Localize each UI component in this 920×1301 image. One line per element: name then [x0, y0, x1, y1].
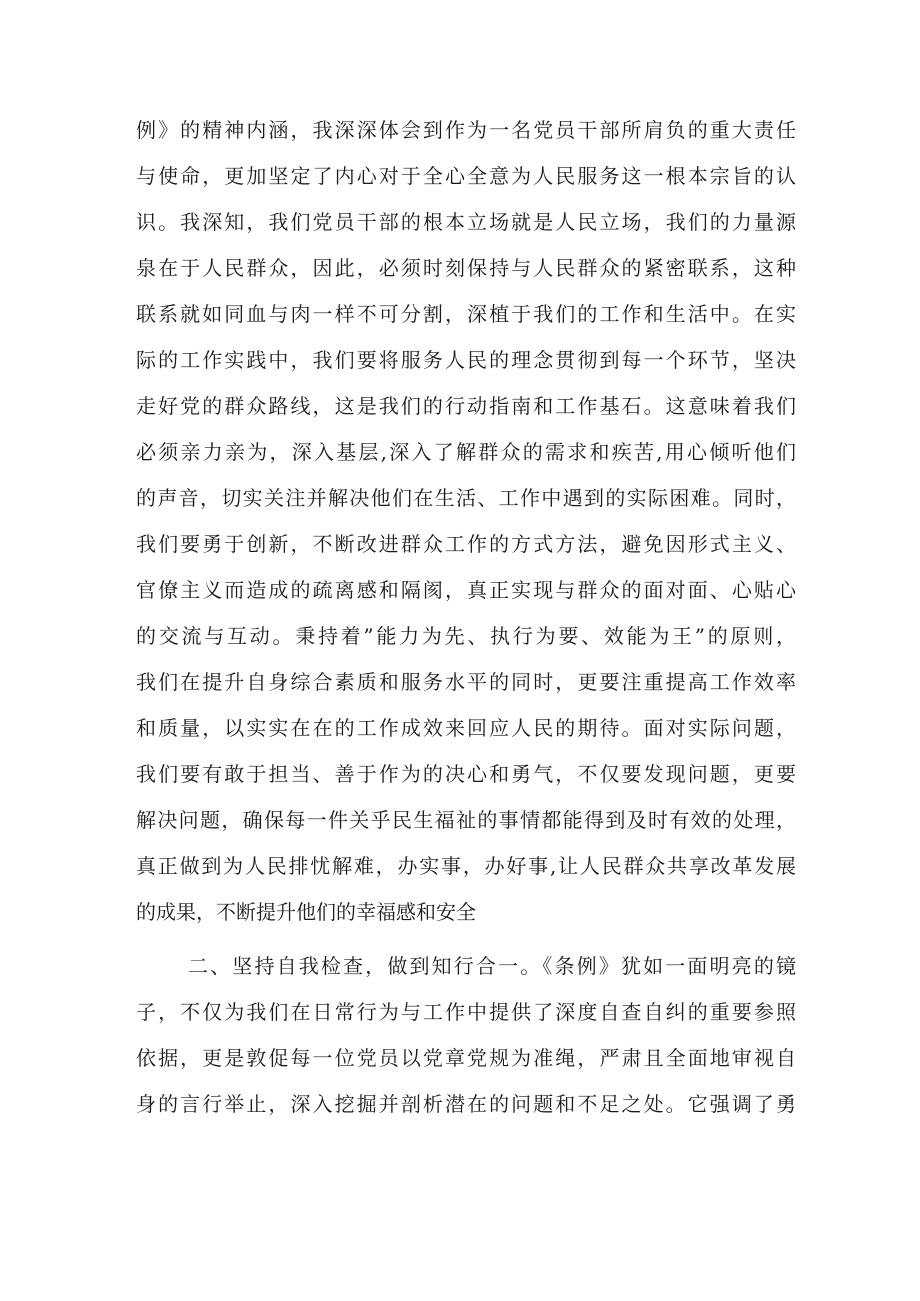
paragraph-1-line: 和质量，以实实在在的工作成效来回应人民的期待。面对实际问题，	[136, 716, 796, 740]
paragraph-2-line: 二、坚持自我检查，做到知行合一。《条例》犹如一面明亮的镜	[188, 954, 796, 978]
paragraph-2-line: 身的言行举止，深入挖掘并剖析潜在的问题和不足之处。它强调了勇	[136, 1092, 796, 1116]
paragraph-1-line: 例》的精神内涵，我深深体会到作为一名党员干部所肩负的重大责任	[136, 118, 796, 142]
paragraph-1-line: 走好党的群众路线，这是我们的行动指南和工作基石。这意味着我们	[136, 394, 796, 418]
paragraph-1-line: 泉在于人民群众，因此，必须时刻保持与人民群众的紧密联系，这种	[136, 256, 796, 280]
paragraph-1-line: 必须亲力亲为，深入基层,深入了解群众的需求和疾苦,用心倾听他们	[136, 440, 796, 464]
paragraph-1-line: 的交流与互动。秉持着”能力为先、执行为要、效能为王”的原则，	[136, 624, 796, 648]
paragraph-1-line: 的成果，不断提升他们的幸福感和安全	[136, 900, 476, 924]
paragraph-2-line: 子，不仅为我们在日常行为与工作中提供了深度自查自纠的重要参照	[136, 1000, 796, 1024]
paragraph-1-line: 我们要有敢于担当、善于作为的决心和勇气，不仅要发现问题，更要	[136, 762, 796, 786]
paragraph-1-line: 识。我深知，我们党员干部的根本立场就是人民立场，我们的力量源	[136, 210, 796, 234]
paragraph-1-line: 真正做到为人民排忧解难，办实事，办好事,让人民群众共享改革发展	[136, 854, 796, 878]
paragraph-1-line: 际的工作实践中，我们要将服务人民的理念贯彻到每一个环节，坚决	[136, 348, 796, 372]
paragraph-1-line: 我们在提升自身综合素质和服务水平的同时，更要注重提高工作效率	[136, 670, 796, 694]
paragraph-1-line: 解决问题，确保每一件关乎民生福祉的事情都能得到及时有效的处理，	[136, 808, 796, 832]
paragraph-2-line: 依据，更是敦促每一位党员以党章党规为准绳，严肃且全面地审视自	[136, 1046, 796, 1070]
paragraph-1-line: 与使命，更加坚定了内心对于全心全意为人民服务这一根本宗旨的认	[136, 164, 796, 188]
paragraph-1-line: 官僚主义而造成的疏离感和隔阂，真正实现与群众的面对面、心贴心	[136, 578, 796, 602]
paragraph-1-line: 我们要勇于创新，不断改进群众工作的方式方法，避免因形式主义、	[136, 532, 796, 556]
paragraph-1-line: 联系就如同血与肉一样不可分割，深植于我们的工作和生活中。在实	[136, 302, 796, 326]
paragraph-1-line: 的声音，切实关注并解决他们在生活、工作中遇到的实际困难。同时，	[136, 486, 796, 510]
